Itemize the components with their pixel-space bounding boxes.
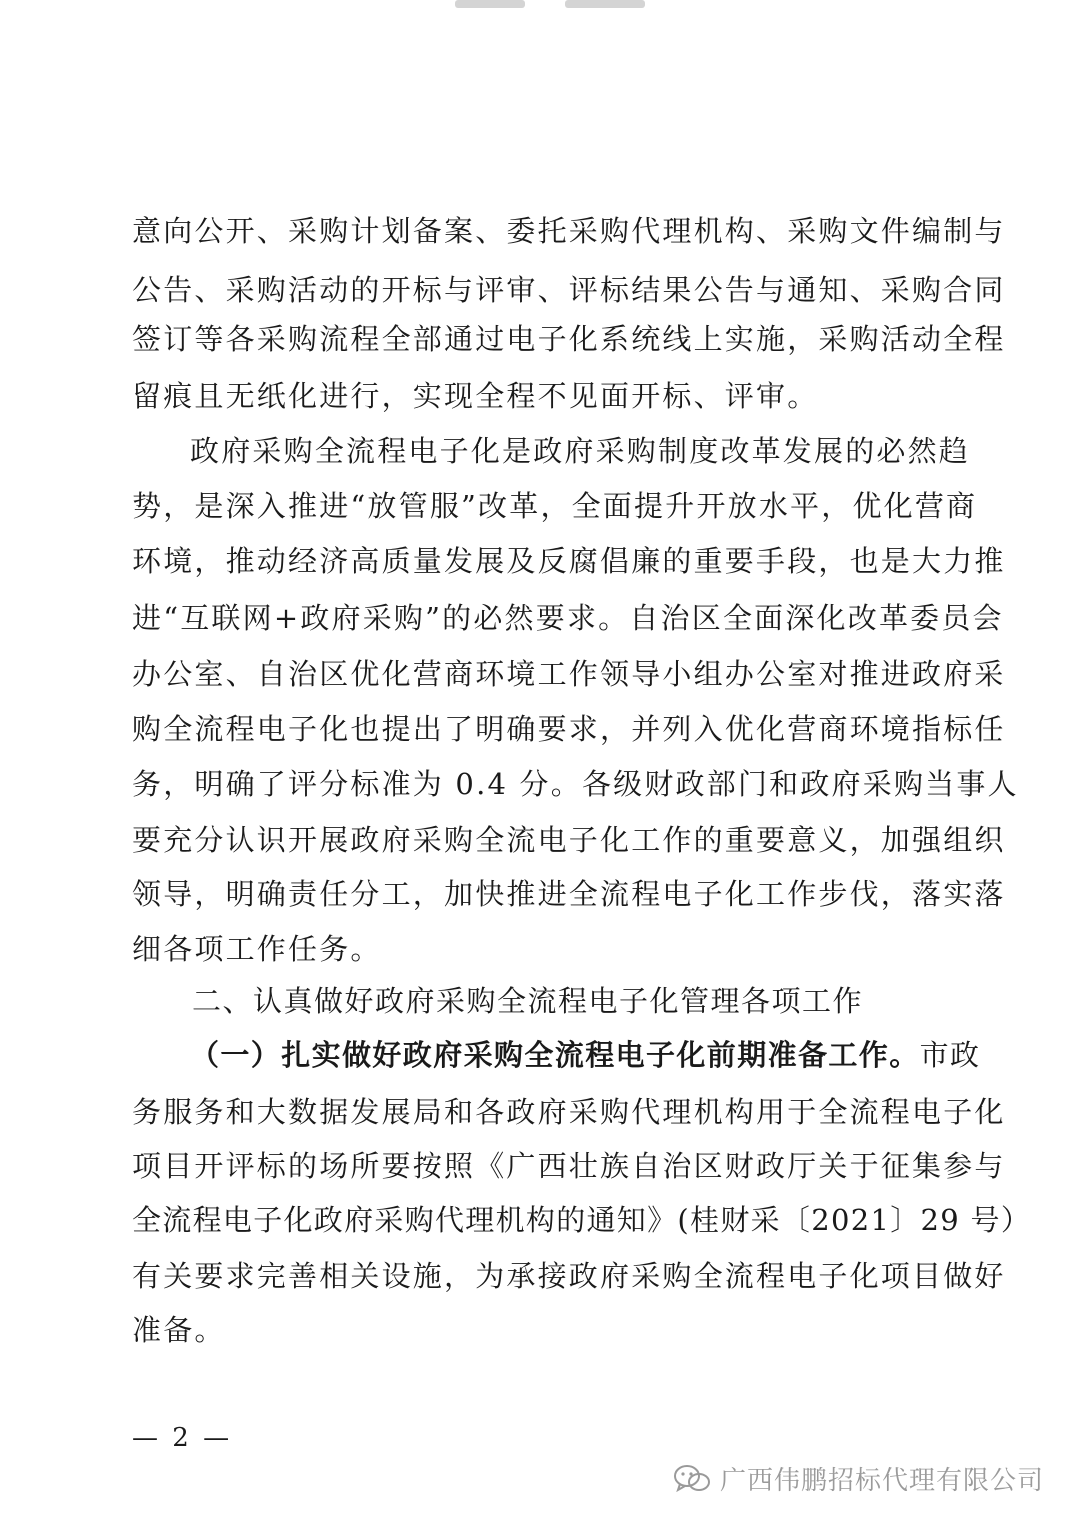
subsection-title: （一）扎实做好政府采购全流程电子化前期准备工作。 (190, 1038, 920, 1072)
paragraph-2-line: 购全流程电子化也提出了明确要求，并列入优化营商环境指标任 (132, 712, 1006, 746)
wechat-icon (672, 1462, 712, 1496)
paragraph-1-line: 签订等各采购流程全部通过电子化系统线上实施，采购活动全程 (132, 322, 1006, 356)
section-heading: 二、认真做好政府采购全流程电子化管理各项工作 (192, 984, 864, 1018)
subsection-line: 务服务和大数据发展局和各政府采购代理机构用于全流程电子化 (132, 1095, 1006, 1129)
paragraph-2-line: 进“互联网+政府采购”的必然要求。自治区全面深化改革委员会 (132, 601, 1004, 635)
paragraph-2-line: 势，是深入推进“放管服”改革，全面提升开放水平，优化营商 (132, 489, 978, 523)
paragraph-1-line: 留痕且无纸化进行，实现全程不见面开标、评审。 (132, 379, 819, 413)
paragraph-2-line: 细各项工作任务。 (132, 932, 382, 966)
subsection-line: 全流程电子化政府采购代理机构的通知》(桂财采〔2021〕29 号） (132, 1203, 1032, 1237)
paragraph-2-line: 领导，明确责任分工，加快推进全流程电子化工作步伐，落实落 (132, 877, 1006, 911)
paragraph-1-line: 意向公开、采购计划备案、委托采购代理机构、采购文件编制与 (132, 214, 1006, 248)
paragraph-2-line: 环境，推动经济高质量发展及反腐倡廉的重要手段，也是大力推 (132, 544, 1006, 578)
subsection-line: 有关要求完善相关设施，为承接政府采购全流程电子化项目做好 (132, 1259, 1006, 1293)
watermark-text: 广西伟鹏招标代理有限公司 (719, 1466, 1044, 1496)
subsection-line: 准备。 (132, 1313, 226, 1347)
page-number: — 2 — (132, 1423, 233, 1453)
paragraph-2-line: 要充分认识开展政府采购全流电子化工作的重要意义，加强组织 (132, 823, 1006, 857)
paragraph-1-line: 公告、采购活动的开标与评审、评标结果公告与通知、采购合同 (132, 273, 1006, 307)
watermark (672, 1460, 1044, 1497)
paragraph-2-line: 政府采购全流程电子化是政府采购制度改革发展的必然趋 (190, 434, 971, 468)
paragraph-2-line: 办公室、自治区优化营商环境工作领导小组办公室对推进政府采 (132, 657, 1006, 691)
subsection-first-line-tail: 市政 (919, 1038, 981, 1072)
subsection-line: 项目开评标的场所要按照《广西壮族自治区财政厅关于征集参与 (132, 1149, 1006, 1183)
subsection-first-line (190, 1038, 981, 1073)
scan-artifact (455, 0, 675, 12)
paragraph-2-line: 务，明确了评分标准为 0.4 分。各级财政部门和政府采购当事人 (132, 767, 1019, 801)
